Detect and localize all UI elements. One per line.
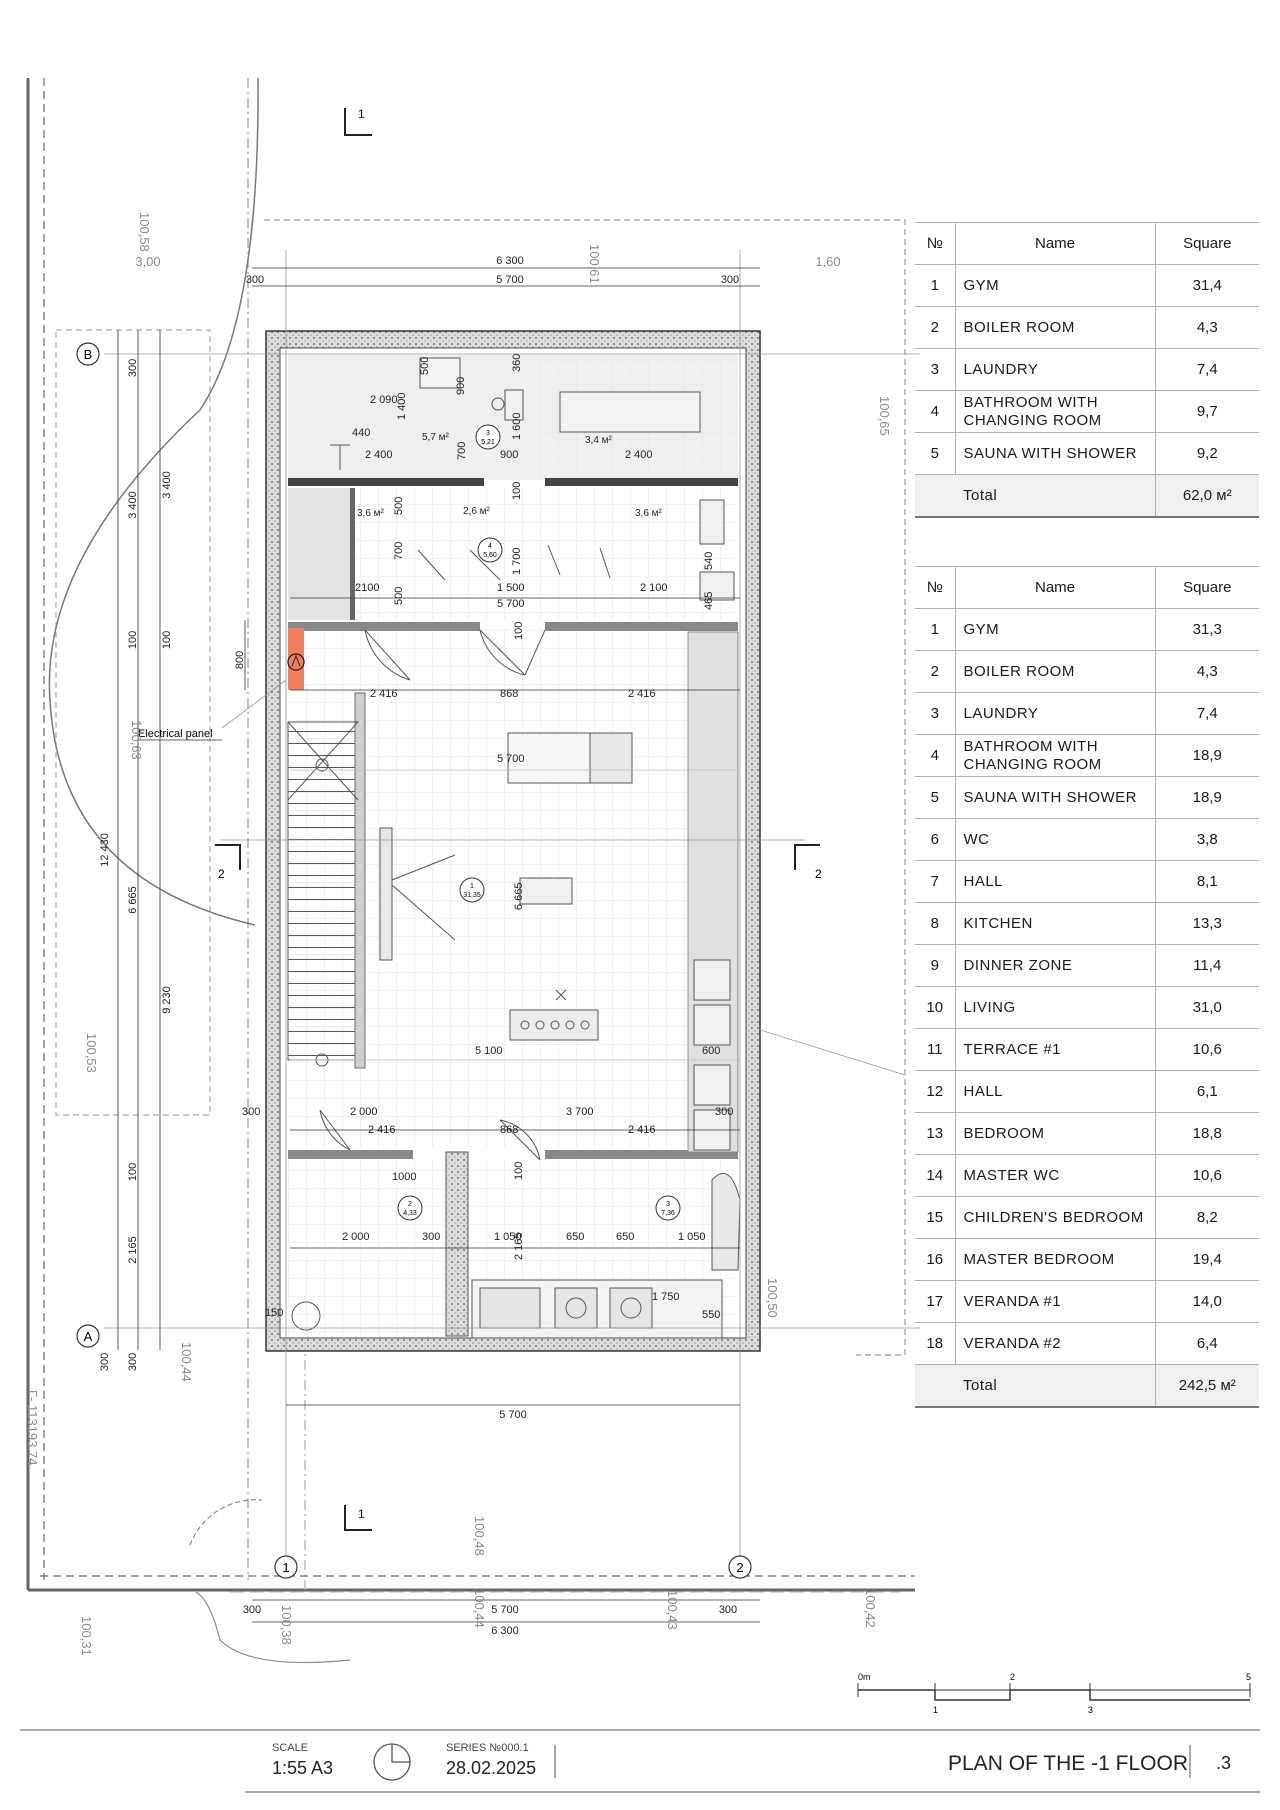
- electrical-panel: [288, 628, 304, 690]
- table-row: [915, 903, 1259, 945]
- dim-int: 1 600: [511, 412, 523, 440]
- room-square: 18,9: [1155, 735, 1259, 777]
- table-row: [915, 1155, 1259, 1197]
- axis-number-2: 2: [736, 1560, 744, 1575]
- room-tag-no: 2: [408, 1201, 412, 1208]
- room-square: 19,4: [1155, 1239, 1259, 1281]
- room-name: GYM: [955, 609, 1155, 651]
- dim-left-6665: 6 665: [127, 886, 139, 914]
- dim-top-300-left: 300: [245, 274, 265, 286]
- dim-int: 500: [393, 496, 405, 515]
- total-spacer: [915, 475, 955, 517]
- room-name: KITCHEN: [955, 903, 1155, 945]
- dim-int: 300: [242, 1106, 261, 1118]
- dim-left-300: 300: [127, 358, 139, 378]
- dim-int: 6 665: [513, 882, 525, 910]
- room-name: HALL: [955, 861, 1155, 903]
- axis-letter-a: A: [83, 1329, 93, 1344]
- room-number: 11: [915, 1029, 955, 1071]
- table-row: [915, 265, 1259, 307]
- dim-int: 1 700: [511, 547, 523, 575]
- dim-bottom-300-left: 300: [242, 1604, 262, 1616]
- room-number: 3: [915, 693, 955, 735]
- dim-int: 540: [703, 551, 715, 570]
- table-row: [915, 1197, 1259, 1239]
- total-row: [915, 475, 1259, 517]
- room-square: 13,3: [1155, 903, 1259, 945]
- room-tag-area: 7,36: [661, 1210, 675, 1217]
- dim-int: 1 400: [396, 392, 408, 420]
- room-number: 17: [915, 1281, 955, 1323]
- room-square: 4,3: [1155, 651, 1259, 693]
- dim-setback-right: 1,60: [815, 254, 841, 269]
- sheet-title: PLAN OF THE -1 FLOOR: [948, 1752, 1188, 1775]
- scale-label: 3: [1088, 1705, 1094, 1715]
- room-square: 9,7: [1155, 391, 1259, 433]
- table-row: [915, 651, 1259, 693]
- total-value: 62,0 м²: [1155, 475, 1259, 517]
- dim-int: 700: [393, 541, 405, 560]
- table-row: [915, 945, 1259, 987]
- col-header-square: Square: [1155, 567, 1259, 609]
- dim-left-100a: 100: [127, 630, 139, 650]
- room-number: 8: [915, 903, 955, 945]
- dim-left-3400b: 3 400: [161, 471, 173, 499]
- dim-int: 100: [513, 1161, 525, 1180]
- axis-number-1: 1: [282, 1560, 290, 1575]
- room-name: LIVING: [955, 987, 1155, 1029]
- level-mark: 100,42: [863, 1588, 878, 1628]
- level-mark: 100,44: [179, 1342, 194, 1382]
- level-mark: 100,65: [877, 396, 892, 436]
- room-name: SAUNA WITH SHOWER: [955, 777, 1155, 819]
- dim-int: 868: [500, 688, 519, 700]
- col-header-no: №: [915, 567, 955, 609]
- electrical-panel-label: Electrical panel: [138, 728, 213, 740]
- total-label: Total: [955, 1365, 1155, 1407]
- dim-int: 900: [455, 376, 467, 395]
- room-schedule-table-1: [915, 222, 1259, 518]
- room-number: 14: [915, 1155, 955, 1197]
- room-number: 10: [915, 987, 955, 1029]
- table-row: [915, 819, 1259, 861]
- series-caption: SERIES №000.1: [446, 1742, 529, 1754]
- room-name: BATHROOM WITH CHANGING ROOM: [955, 391, 1155, 433]
- dim-int: 150: [265, 1307, 284, 1319]
- table-row: [915, 1281, 1259, 1323]
- room-name: VERANDA #2: [955, 1323, 1155, 1365]
- room-square: 8,1: [1155, 861, 1259, 903]
- room-tag-no: 1: [470, 883, 474, 890]
- room-name: HALL: [955, 1071, 1155, 1113]
- room-name: VERANDA #1: [955, 1281, 1155, 1323]
- scale-label: 5: [1246, 1672, 1252, 1682]
- dim-int: 2 400: [625, 449, 653, 461]
- level-mark: 100,48: [472, 1516, 487, 1556]
- section-2-right: 2: [815, 867, 822, 881]
- room-number: 7: [915, 861, 955, 903]
- dim-int: 700: [456, 441, 468, 460]
- room-tag-no: 3: [666, 1201, 670, 1208]
- room-area-label: 3,6 м²: [635, 508, 662, 519]
- dim-int: 1 750: [652, 1291, 680, 1303]
- dim-int: 2 400: [365, 449, 393, 461]
- dim-int: 650: [616, 1231, 635, 1243]
- dim-int: 2 416: [628, 688, 656, 700]
- room-number: 1: [915, 609, 955, 651]
- room-square: 31,3: [1155, 609, 1259, 651]
- dim-int: 2 165: [513, 1232, 525, 1260]
- room-square: 14,0: [1155, 1281, 1259, 1323]
- room-number: 6: [915, 819, 955, 861]
- level-mark: 100,53: [84, 1033, 99, 1073]
- dim-top-300-right: 300: [720, 274, 740, 286]
- room-number: 4: [915, 735, 955, 777]
- room-area-label: 3,6 м²: [357, 508, 384, 519]
- scale-label: 1: [933, 1705, 939, 1715]
- dim-setback-left: 3,00: [135, 254, 161, 269]
- room-number: 5: [915, 777, 955, 819]
- dim-int: 440: [352, 427, 371, 439]
- dim-int: 100: [513, 621, 525, 640]
- dim-int: 1 500: [497, 582, 525, 594]
- room-number: 9: [915, 945, 955, 987]
- dim-left-12430: 12 430: [99, 833, 111, 867]
- dim-top-5700: 5 700: [496, 274, 524, 286]
- table-row: [915, 349, 1259, 391]
- dim-int: 550: [702, 1309, 721, 1321]
- room-square: 4,3: [1155, 307, 1259, 349]
- room-square: 10,6: [1155, 1155, 1259, 1197]
- dim-int: 900: [500, 449, 519, 461]
- room-tag-no: 3: [486, 430, 490, 437]
- table-row: [915, 1071, 1259, 1113]
- room-tag-no: 4: [488, 543, 492, 550]
- room-tag-area: 4,33: [403, 1210, 417, 1217]
- col-header-no: №: [915, 223, 955, 265]
- level-mark: 100,44: [472, 1588, 487, 1628]
- room-number: 4: [915, 391, 955, 433]
- room-tag-area: 31,35: [463, 892, 481, 899]
- dim-left-9230: 9 230: [161, 986, 173, 1014]
- room-area-label: 5,7 м²: [422, 432, 449, 443]
- table-row: [915, 307, 1259, 349]
- room-square: 18,8: [1155, 1113, 1259, 1155]
- dim-int: 1 050: [678, 1231, 706, 1243]
- scale-label: 0m: [858, 1672, 871, 1682]
- room-square: 8,2: [1155, 1197, 1259, 1239]
- dim-left-3400a: 3 400: [127, 491, 139, 519]
- room-name: DINNER ZONE: [955, 945, 1155, 987]
- room-name: SAUNA WITH SHOWER: [955, 433, 1155, 475]
- room-number: 1: [915, 265, 955, 307]
- room-number: 2: [915, 307, 955, 349]
- room-name: BATHROOM WITH CHANGING ROOM: [955, 735, 1155, 777]
- staircase: [288, 693, 365, 1068]
- room-square: 10,6: [1155, 1029, 1259, 1071]
- dim-left-100c: 100: [127, 1162, 139, 1182]
- room-name: TERRACE #1: [955, 1029, 1155, 1071]
- room-square: 31,0: [1155, 987, 1259, 1029]
- table-row: [915, 433, 1259, 475]
- room-number: 3: [915, 349, 955, 391]
- room-tag-area: 5,60: [483, 552, 497, 559]
- room-name: MASTER WC: [955, 1155, 1155, 1197]
- room-number: 5: [915, 433, 955, 475]
- room-square: 6,1: [1155, 1071, 1259, 1113]
- room-name: LAUNDRY: [955, 349, 1155, 391]
- table-row: [915, 693, 1259, 735]
- total-row: [915, 1365, 1259, 1407]
- dim-int: 2 090: [370, 394, 398, 406]
- room-number: 16: [915, 1239, 955, 1281]
- room-name: BOILER ROOM: [955, 307, 1155, 349]
- room-square: 18,9: [1155, 777, 1259, 819]
- dim-int: 1 050: [494, 1231, 522, 1243]
- level-mark: 100,61: [587, 244, 602, 284]
- dim-int: 2 000: [350, 1106, 378, 1118]
- room-name: LAUNDRY: [955, 693, 1155, 735]
- table-row: [915, 1239, 1259, 1281]
- section-1-bottom: 1: [358, 1507, 365, 1521]
- level-mark: 100,58: [137, 212, 152, 252]
- level-mark: 100,43: [665, 1590, 680, 1630]
- table-row: [915, 1029, 1259, 1071]
- scale-bar: [858, 1683, 1250, 1700]
- room-area-label: 3,4 м²: [585, 435, 612, 446]
- section-2-left: 2: [218, 867, 225, 881]
- room-square: 7,4: [1155, 349, 1259, 391]
- dim-int: 3 700: [566, 1106, 594, 1118]
- table-row: [915, 735, 1259, 777]
- dim-int: 465: [703, 591, 715, 610]
- dim-int: 2 416: [368, 1124, 396, 1136]
- level-mark: 100,38: [279, 1605, 294, 1645]
- table-row: [915, 391, 1259, 433]
- dim-int: 5 100: [475, 1045, 503, 1057]
- dim-int: 600: [702, 1045, 721, 1057]
- room-name: BEDROOM: [955, 1113, 1155, 1155]
- room-name: WC: [955, 819, 1155, 861]
- dim-int: 5 700: [497, 598, 525, 610]
- total-label: Total: [955, 475, 1155, 517]
- col-header-name: Name: [955, 567, 1155, 609]
- room-square: 11,4: [1155, 945, 1259, 987]
- level-mark: 100,63: [129, 720, 144, 760]
- level-mark: Г- 113193,74: [25, 1390, 40, 1466]
- dim-int: 650: [566, 1231, 585, 1243]
- room-number: 12: [915, 1071, 955, 1113]
- level-mark: 100,31: [79, 1616, 94, 1656]
- dim-bottom-6300: 6 300: [491, 1625, 519, 1637]
- room-number: 13: [915, 1113, 955, 1155]
- room-number: 2: [915, 651, 955, 693]
- section-1-top: 1: [358, 107, 365, 121]
- sheet-number: .3: [1216, 1753, 1232, 1773]
- room-area-label: 2,6 м²: [463, 506, 490, 517]
- dim-int: 2 000: [342, 1231, 370, 1243]
- dim-left-800: 800: [234, 650, 246, 670]
- col-header-square: Square: [1155, 223, 1259, 265]
- room-name: MASTER BEDROOM: [955, 1239, 1155, 1281]
- dim-bottom-5700: 5 700: [491, 1604, 519, 1616]
- dim-int: 100: [511, 481, 523, 500]
- dim-bottom-inner: 5 700: [499, 1409, 527, 1421]
- dim-int: 2 100: [640, 582, 668, 594]
- room-square: 3,8: [1155, 819, 1259, 861]
- scale-caption: SCALE: [272, 1742, 309, 1754]
- room-square: 7,4: [1155, 693, 1259, 735]
- table-row: [915, 1323, 1259, 1365]
- dim-int: 5 700: [497, 753, 525, 765]
- table-row: [915, 1113, 1259, 1155]
- scale-label: 2: [1010, 1672, 1016, 1682]
- room-number: 18: [915, 1323, 955, 1365]
- dim-int: 300: [422, 1231, 441, 1243]
- level-mark: 100,50: [765, 1278, 780, 1318]
- dim-left-100b: 100: [161, 630, 173, 650]
- room-number: 15: [915, 1197, 955, 1239]
- dim-left-2165: 2 165: [127, 1236, 139, 1264]
- dim-int: 2100: [355, 582, 380, 594]
- room-name: CHILDREN'S BEDROOM: [955, 1197, 1155, 1239]
- dim-left-300-b2: 300: [127, 1352, 139, 1372]
- dim-int: 500: [419, 356, 431, 375]
- scale-value: 1:55 A3: [272, 1758, 334, 1778]
- dim-int: 500: [393, 586, 405, 605]
- room-square: 31,4: [1155, 265, 1259, 307]
- room-tag-area: 5,21: [481, 439, 495, 446]
- col-header-name: Name: [955, 223, 1155, 265]
- dim-bottom-300-right: 300: [718, 1604, 738, 1616]
- dim-int: 1000: [392, 1171, 417, 1183]
- table-row: [915, 777, 1259, 819]
- room-schedule-table-2: [915, 566, 1259, 1408]
- dim-int: 2 416: [370, 688, 398, 700]
- table-row: [915, 987, 1259, 1029]
- dim-int: 2 416: [628, 1124, 656, 1136]
- room-square: 6,4: [1155, 1323, 1259, 1365]
- dim-left-300-b1: 300: [99, 1352, 111, 1372]
- room-name: BOILER ROOM: [955, 651, 1155, 693]
- table-row: [915, 861, 1259, 903]
- total-value: 242,5 м²: [1155, 1365, 1259, 1407]
- dim-int: 300: [715, 1106, 734, 1118]
- dim-top-6300: 6 300: [496, 255, 524, 267]
- dim-int: 868: [500, 1124, 519, 1136]
- date-value: 28.02.2025: [446, 1758, 537, 1778]
- table-row: [915, 609, 1259, 651]
- dim-int: 360: [511, 353, 523, 372]
- axis-letter-b: B: [83, 347, 93, 362]
- room-square: 9,2: [1155, 433, 1259, 475]
- total-spacer: [915, 1365, 955, 1407]
- room-name: GYM: [955, 265, 1155, 307]
